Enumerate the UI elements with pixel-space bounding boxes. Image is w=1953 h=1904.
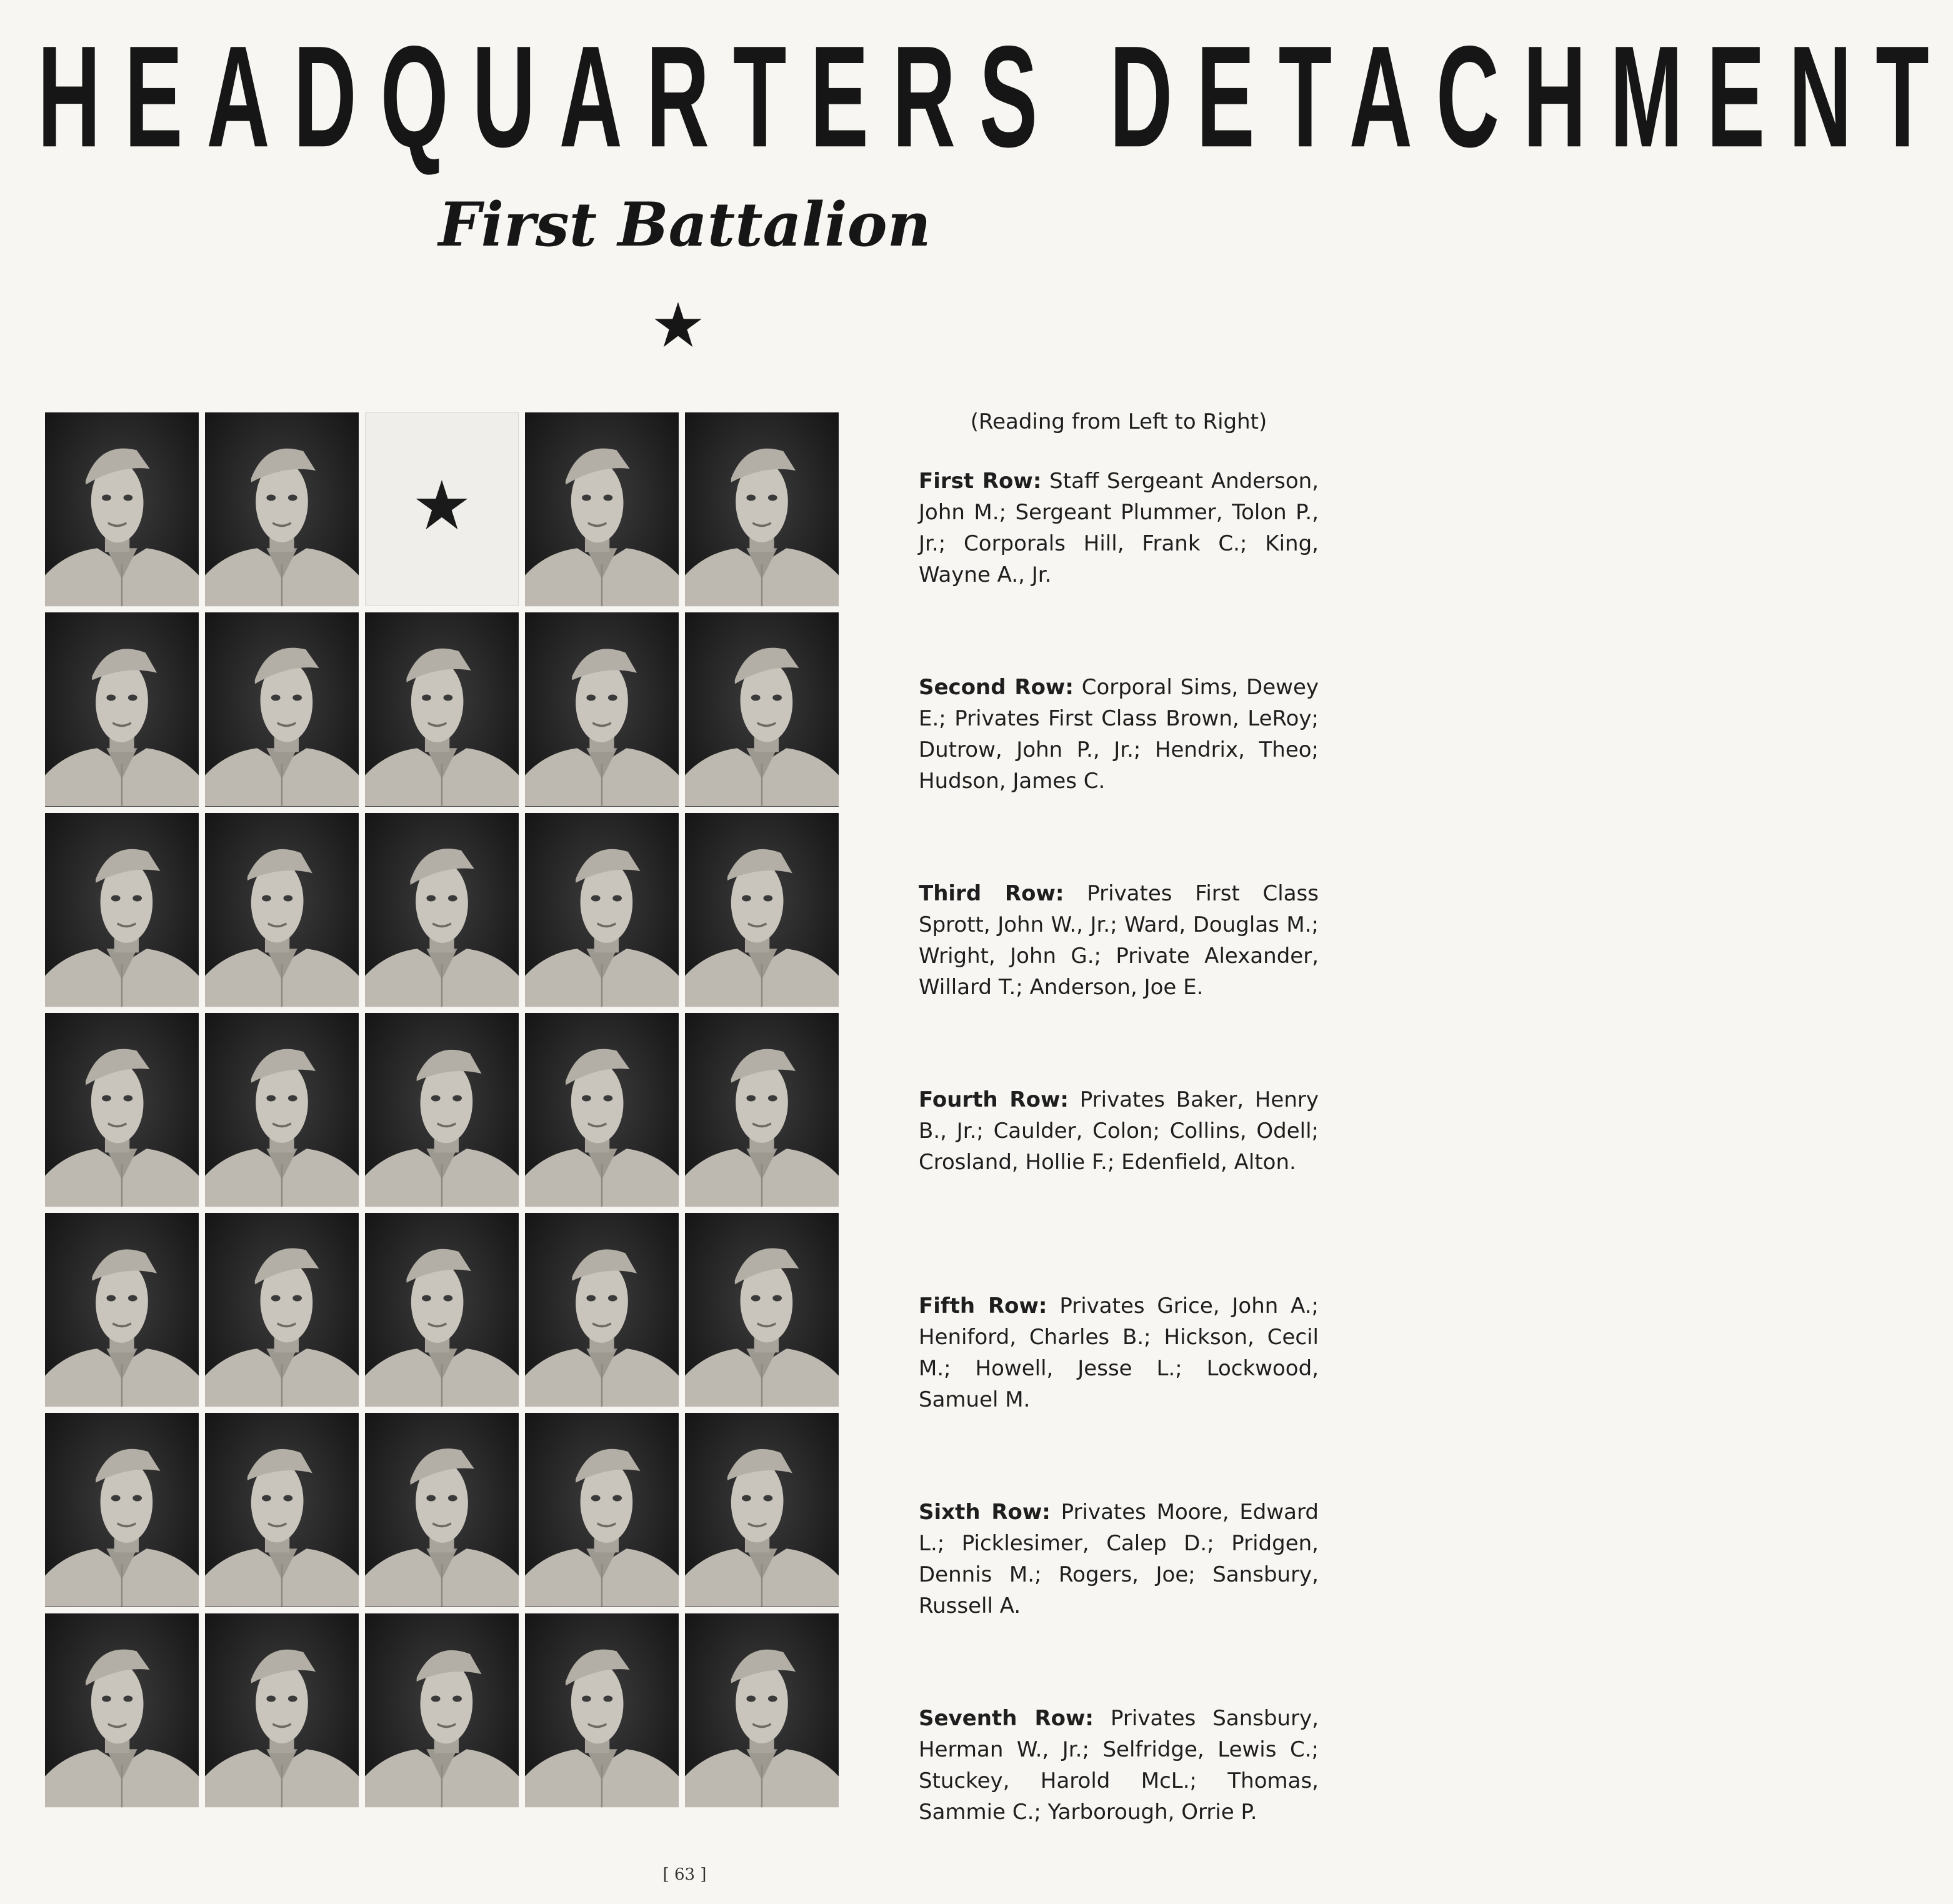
soldier-portrait-icon	[525, 1413, 679, 1607]
soldier-portrait-icon	[45, 612, 199, 806]
caption-column	[919, 406, 1319, 1825]
soldier-portrait-icon	[525, 1213, 679, 1407]
portrait-photo	[365, 612, 519, 806]
soldier-portrait-icon	[685, 1213, 839, 1407]
soldier-portrait-icon	[365, 1013, 519, 1207]
soldier-portrait-icon	[365, 1213, 519, 1407]
reading-order-note: (Reading from Left to Right)	[970, 409, 1267, 434]
soldier-portrait-icon	[45, 1613, 199, 1807]
star-icon	[414, 471, 469, 540]
page-subtitle: First Battalion	[438, 189, 931, 260]
portrait-photo	[525, 612, 679, 806]
portrait-photo	[685, 1413, 839, 1607]
row-names: Privates Grice, John A.; Heniford, Charles B.; Hickson, Cecil M.; Howell, Jesse L.; Lockwood, Samuel M.	[919, 1293, 1319, 1412]
row-label: First Row:	[919, 469, 1042, 494]
portrait-photo	[365, 1013, 519, 1207]
soldier-portrait-icon	[205, 1613, 359, 1807]
blank-photo-placeholder	[365, 412, 519, 606]
portrait-photo	[205, 813, 359, 1007]
soldier-portrait-icon	[205, 1413, 359, 1607]
portrait-photo	[685, 1013, 839, 1207]
soldier-portrait-icon	[205, 412, 359, 606]
portrait-photo	[365, 1213, 519, 1407]
soldier-portrait-icon	[525, 612, 679, 806]
portrait-photo	[685, 412, 839, 606]
portrait-photo	[205, 1413, 359, 1607]
portrait-photo	[525, 412, 679, 606]
portrait-photo	[205, 1613, 359, 1807]
portrait-photo	[685, 1613, 839, 1807]
soldier-portrait-icon	[685, 813, 839, 1007]
portrait-photo	[365, 1413, 519, 1607]
portrait-photo	[45, 1013, 199, 1207]
portrait-photo	[205, 412, 359, 606]
portrait-photo	[205, 1013, 359, 1207]
portrait-photo	[365, 1613, 519, 1807]
row-label: Second Row:	[919, 675, 1074, 700]
soldier-portrait-icon	[365, 1413, 519, 1607]
soldier-portrait-icon	[525, 1613, 679, 1807]
soldier-portrait-icon	[685, 412, 839, 606]
row-label: Seventh Row:	[919, 1706, 1094, 1731]
portrait-photo	[525, 1613, 679, 1807]
row-label: Sixth Row:	[919, 1500, 1051, 1525]
row-caption-first	[919, 466, 1319, 591]
page-number: [ 63 ]	[662, 1865, 707, 1884]
soldier-portrait-icon	[205, 612, 359, 806]
portrait-photo	[365, 813, 519, 1007]
portrait-photo	[45, 412, 199, 606]
row-names: Privates First Class Sprott, John W., Jr.; Ward, Douglas M.; Wright, John G.; Private Alexander, Willard T.; Anderson, Joe E.	[919, 881, 1319, 1000]
row-names: Staff Sergeant Anderson, John M.; Sergeant Plummer, Tolon P., Jr.; Corporals Hill, Frank C.; King, Wayne A., Jr.	[919, 469, 1319, 587]
soldier-portrait-icon	[45, 412, 199, 606]
portrait-photo	[205, 612, 359, 806]
page-title: HEADQUARTERS DETACHMENT	[37, 15, 1953, 177]
soldier-portrait-icon	[525, 412, 679, 606]
soldier-portrait-icon	[525, 813, 679, 1007]
row-caption-seventh	[919, 1703, 1319, 1828]
soldier-portrait-icon	[525, 1013, 679, 1207]
portrait-photo	[525, 813, 679, 1007]
soldier-portrait-icon	[205, 813, 359, 1007]
portrait-photo	[525, 1213, 679, 1407]
soldier-portrait-icon	[45, 1413, 199, 1607]
soldier-portrait-icon	[45, 1213, 199, 1407]
row-caption-second	[919, 672, 1319, 797]
soldier-portrait-icon	[365, 1613, 519, 1807]
portrait-photo	[205, 1213, 359, 1407]
portrait-photo	[525, 1013, 679, 1207]
row-caption-third	[919, 878, 1319, 1003]
portrait-photo	[45, 813, 199, 1007]
soldier-portrait-icon	[685, 1613, 839, 1807]
portrait-photo	[45, 1613, 199, 1807]
row-caption-sixth	[919, 1497, 1319, 1622]
soldier-portrait-icon	[365, 813, 519, 1007]
soldier-portrait-icon	[685, 1013, 839, 1207]
row-names: Privates Moore, Edward L.; Picklesimer, Calep D.; Pridgen, Dennis M.; Rogers, Joe; Sansbury, Russell A.	[919, 1500, 1319, 1618]
soldier-portrait-icon	[685, 612, 839, 806]
portrait-photo	[685, 612, 839, 806]
soldier-portrait-icon	[205, 1213, 359, 1407]
row-names: Corporal Sims, Dewey E.; Privates First Class Brown, LeRoy; Dutrow, John P., Jr.; Hendrix, Theo; Hudson, James C.	[919, 675, 1319, 794]
soldier-portrait-icon	[685, 1413, 839, 1607]
portrait-photo	[45, 612, 199, 806]
row-label: Third Row:	[919, 881, 1064, 906]
soldier-portrait-icon	[365, 612, 519, 806]
portrait-photo	[525, 1413, 679, 1607]
row-label: Fourth Row:	[919, 1087, 1069, 1112]
portrait-photo-grid	[45, 412, 839, 1807]
soldier-portrait-icon	[45, 813, 199, 1007]
portrait-photo	[685, 813, 839, 1007]
row-label: Fifth Row:	[919, 1293, 1047, 1318]
soldier-portrait-icon	[205, 1013, 359, 1207]
row-names: Privates Sansbury, Herman W., Jr.; Selfridge, Lewis C.; Stuckey, Harold McL.; Thomas, Sammie C.; Yarborough, Orrie P.	[919, 1706, 1319, 1825]
row-names: Privates Baker, Henry B., Jr.; Caulder, Colon; Collins, Odell; Crosland, Hollie F.; Edenfield, Alton.	[919, 1087, 1319, 1175]
portrait-photo	[45, 1413, 199, 1607]
row-caption-fifth	[919, 1290, 1319, 1415]
soldier-portrait-icon	[45, 1013, 199, 1207]
star-icon	[653, 300, 703, 350]
portrait-photo	[685, 1213, 839, 1407]
row-caption-fourth	[919, 1084, 1319, 1178]
portrait-photo	[45, 1213, 199, 1407]
